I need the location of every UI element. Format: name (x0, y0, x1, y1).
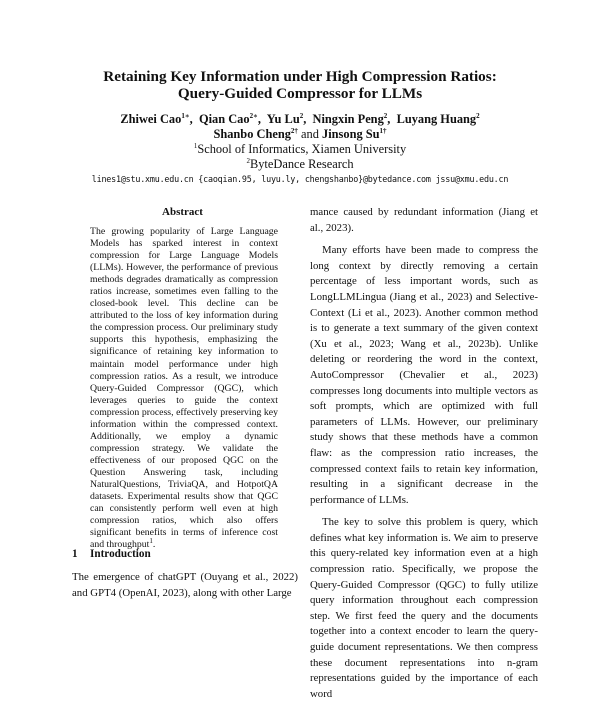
author-mark: 2 (476, 111, 480, 120)
section-heading-introduction (72, 548, 302, 560)
paragraph: Many efforts have been made to compress the long context by directly removing a certain percentage of less important words, such as LongLLMLingua (Jiang et al., 2023) and Selective-Context (Li et al., 2023). Another common method is to generate a text summary of the given context (Xu et al., 2023; Wang et al., 2023b). Unlike deleting or reordering the word in the context, AutoCompressor (Chevalier et al., 2023) compresses long documents into multiple vectors as soft prompts, which are optimized with full parameters of LLMs. However, our preliminary study shows that these methods have a common flaw: as the compression ratio increases, the compressed context fails to retain key information, resulting in a significant decrease in the performance of LLMs. (310, 244, 538, 506)
author-name: Zhiwei Cao (120, 112, 182, 126)
affiliation-mark: 1 (193, 141, 198, 150)
author-emails: lines1@stu.xmu.edu.cn {caoqian.95, luyu.ly, chengshanbo}@bytedance.com jssu@xmu.edu.cn (91, 174, 509, 184)
author-name: Qian Cao (198, 112, 250, 126)
title-line-1: Retaining Key Information under High Compression Ratios: (103, 68, 497, 85)
abstract-text: The growing popularity of Large Language Models has sparked interest in context compression for Large Language Models (LLMs). However, the performance of previous methods degrades dramatically as compression ratios increase, sometimes even falling to the closed-book level. This decline can be attributed to the loss of key information during the compression process. Our preliminary study supports this hypothesis, emphasizing the significance of retaining key information to maintain model performance under high compression ratios. As a result, we introduce Query-Guided Compressor (QGC), which leverages queries to guide the context compression process, effectively preserving key information within the compressed context. Additionally, we employ a dynamic compression strategy. We validate the effectiveness of our proposed QGC on the Question Answering task, including NaturalQuestions, TriviaQA, and HotpotQA datasets. Experimental results show that QGC can consistently perform well even at high compression ratios, which also offers significant benefits in terms of inference cost and throughput (90, 226, 278, 551)
right-column (310, 205, 538, 709)
paragraph: mance caused by redundant information (Jiang et al., 2023). (310, 206, 538, 234)
author-mark: 1† (379, 126, 387, 135)
paragraph: The key to solve this problem is query, which defines what key information is. We aim to preserve this query-related key information even at a high compression ratio. Specifically, we propose the Query-Guided Compressor (QGC) to fully utilize query information throughout each compression step. We first feed the query and the documents together into a context encoder to learn the query-guide document representations. We then compress these document representations into n-gram representations guided by the importance of each word (310, 516, 538, 700)
author-and: and (301, 127, 319, 141)
affiliation-2 (60, 157, 540, 172)
introduction-paragraph: The emergence of chatGPT (Ouyang et al., 2022) and GPT4 (OpenAI, 2023), along with other Large (72, 571, 298, 599)
author-mark: 1∗ (181, 111, 190, 120)
section-title: Introduction (90, 548, 151, 560)
abstract-heading: Abstract (162, 206, 203, 218)
author-name: Luyang Huang (396, 112, 477, 126)
paper-title (40, 68, 560, 102)
affiliation-text: School of Informatics, Xiamen University (197, 142, 407, 156)
author-name: Ningxin Peng (312, 112, 384, 126)
author-mark: 2† (290, 126, 298, 135)
affiliations (60, 142, 540, 172)
author-mark: 2∗ (249, 111, 258, 120)
abstract-body: The growing popularity of Large Language Models has sparked interest in context compression for Large Language Models (LLMs). However, the performance of previous methods degrades dramatically as compression ratios increase, sometimes even falling to the closed-book level. This decline can be attributed to the loss of key information during the compression process. Our preliminary study supports this hypothesis, emphasizing the significance of retaining key information to maintain model performance under high compression ratios. As a result, we introduce Query-Guided Compressor (QGC), which leverages queries to guide the context compression process, effectively preserving key information within the compressed context. Additionally, we employ a dynamic compression strategy. We validate the effectiveness of our proposed QGC on the Question Answering task, including NaturalQuestions, TriviaQA, and HotpotQA datasets. Experimental results show that QGC can consistently perform well even at high compression ratios, which also offers significant benefits in terms of inference cost and throughput$^1$. (90, 226, 278, 551)
author-mark: 2 (299, 111, 304, 120)
author-list (60, 112, 540, 142)
section-number: 1 (72, 548, 78, 560)
author-line-1: Zhiwei Cao$^{1∗}$, Qian Cao$^{2∗}$, Yu Lu$^2$, Ningxin Peng$^2$, Luyang Huang$^2$ (120, 111, 480, 126)
introduction-body (72, 570, 298, 601)
footnote-mark: 1 (149, 536, 153, 545)
author-mark: 2 (383, 111, 388, 120)
author-name: Jinsong Su (322, 127, 380, 141)
author-line-2 (60, 127, 540, 142)
title-line-2: Query-Guided Compressor for LLMs (177, 85, 423, 102)
affiliation-mark: 2 (246, 156, 250, 165)
author-name: Shanbo Cheng (213, 127, 291, 141)
affiliation-text: ByteDance Research (249, 157, 354, 171)
affiliation-1 (60, 142, 540, 157)
author-name: Yu Lu (266, 112, 300, 126)
